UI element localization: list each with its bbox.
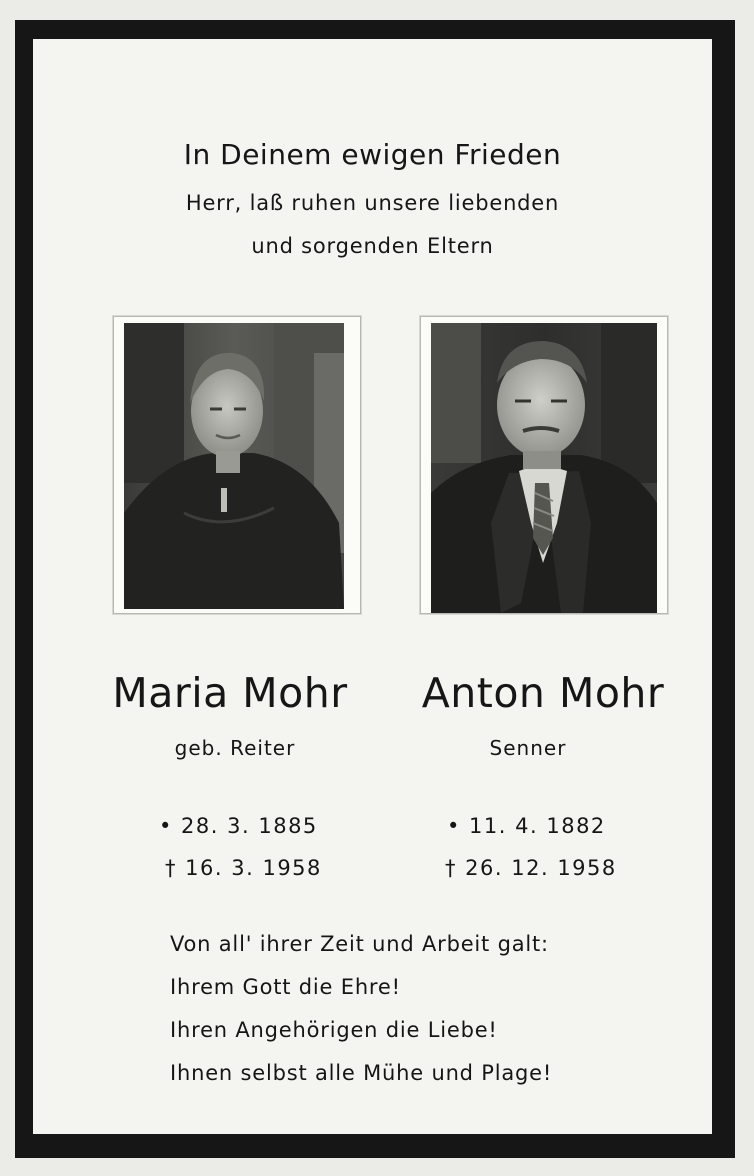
verse-line-4: Ihnen selbst alle Mühe und Plage! (170, 1061, 553, 1085)
memorial-card (33, 39, 712, 1134)
header-line-1: In Deinem ewigen Frieden (183, 138, 562, 171)
portrait-maria (124, 323, 344, 609)
verse-line-1: Von all' ihrer Zeit und Arbeit galt: (170, 932, 549, 956)
death-date-maria: † 16. 3. 1958 (165, 856, 322, 880)
mourning-border (15, 20, 735, 1158)
header-line-2: Herr, laß ruhen unsere liebenden (185, 191, 560, 215)
subtitle-maria: geb. Reiter (174, 736, 296, 760)
verse-line-3: Ihren Angehörigen die Liebe! (170, 1018, 498, 1042)
birth-date-maria: • 28. 3. 1885 (159, 814, 318, 838)
death-date-anton: † 26. 12. 1958 (445, 856, 617, 880)
name-anton: Anton Mohr (421, 669, 665, 717)
photo-frame-anton (420, 316, 668, 614)
verse-line-2: Ihrem Gott die Ehre! (170, 975, 401, 999)
photo-frame-maria (113, 316, 361, 614)
birth-date-anton: • 11. 4. 1882 (447, 814, 606, 838)
subtitle-anton: Senner (489, 736, 567, 760)
portrait-anton (431, 323, 657, 613)
name-maria: Maria Mohr (112, 669, 348, 717)
header-line-3: und sorgenden Eltern (251, 234, 494, 258)
